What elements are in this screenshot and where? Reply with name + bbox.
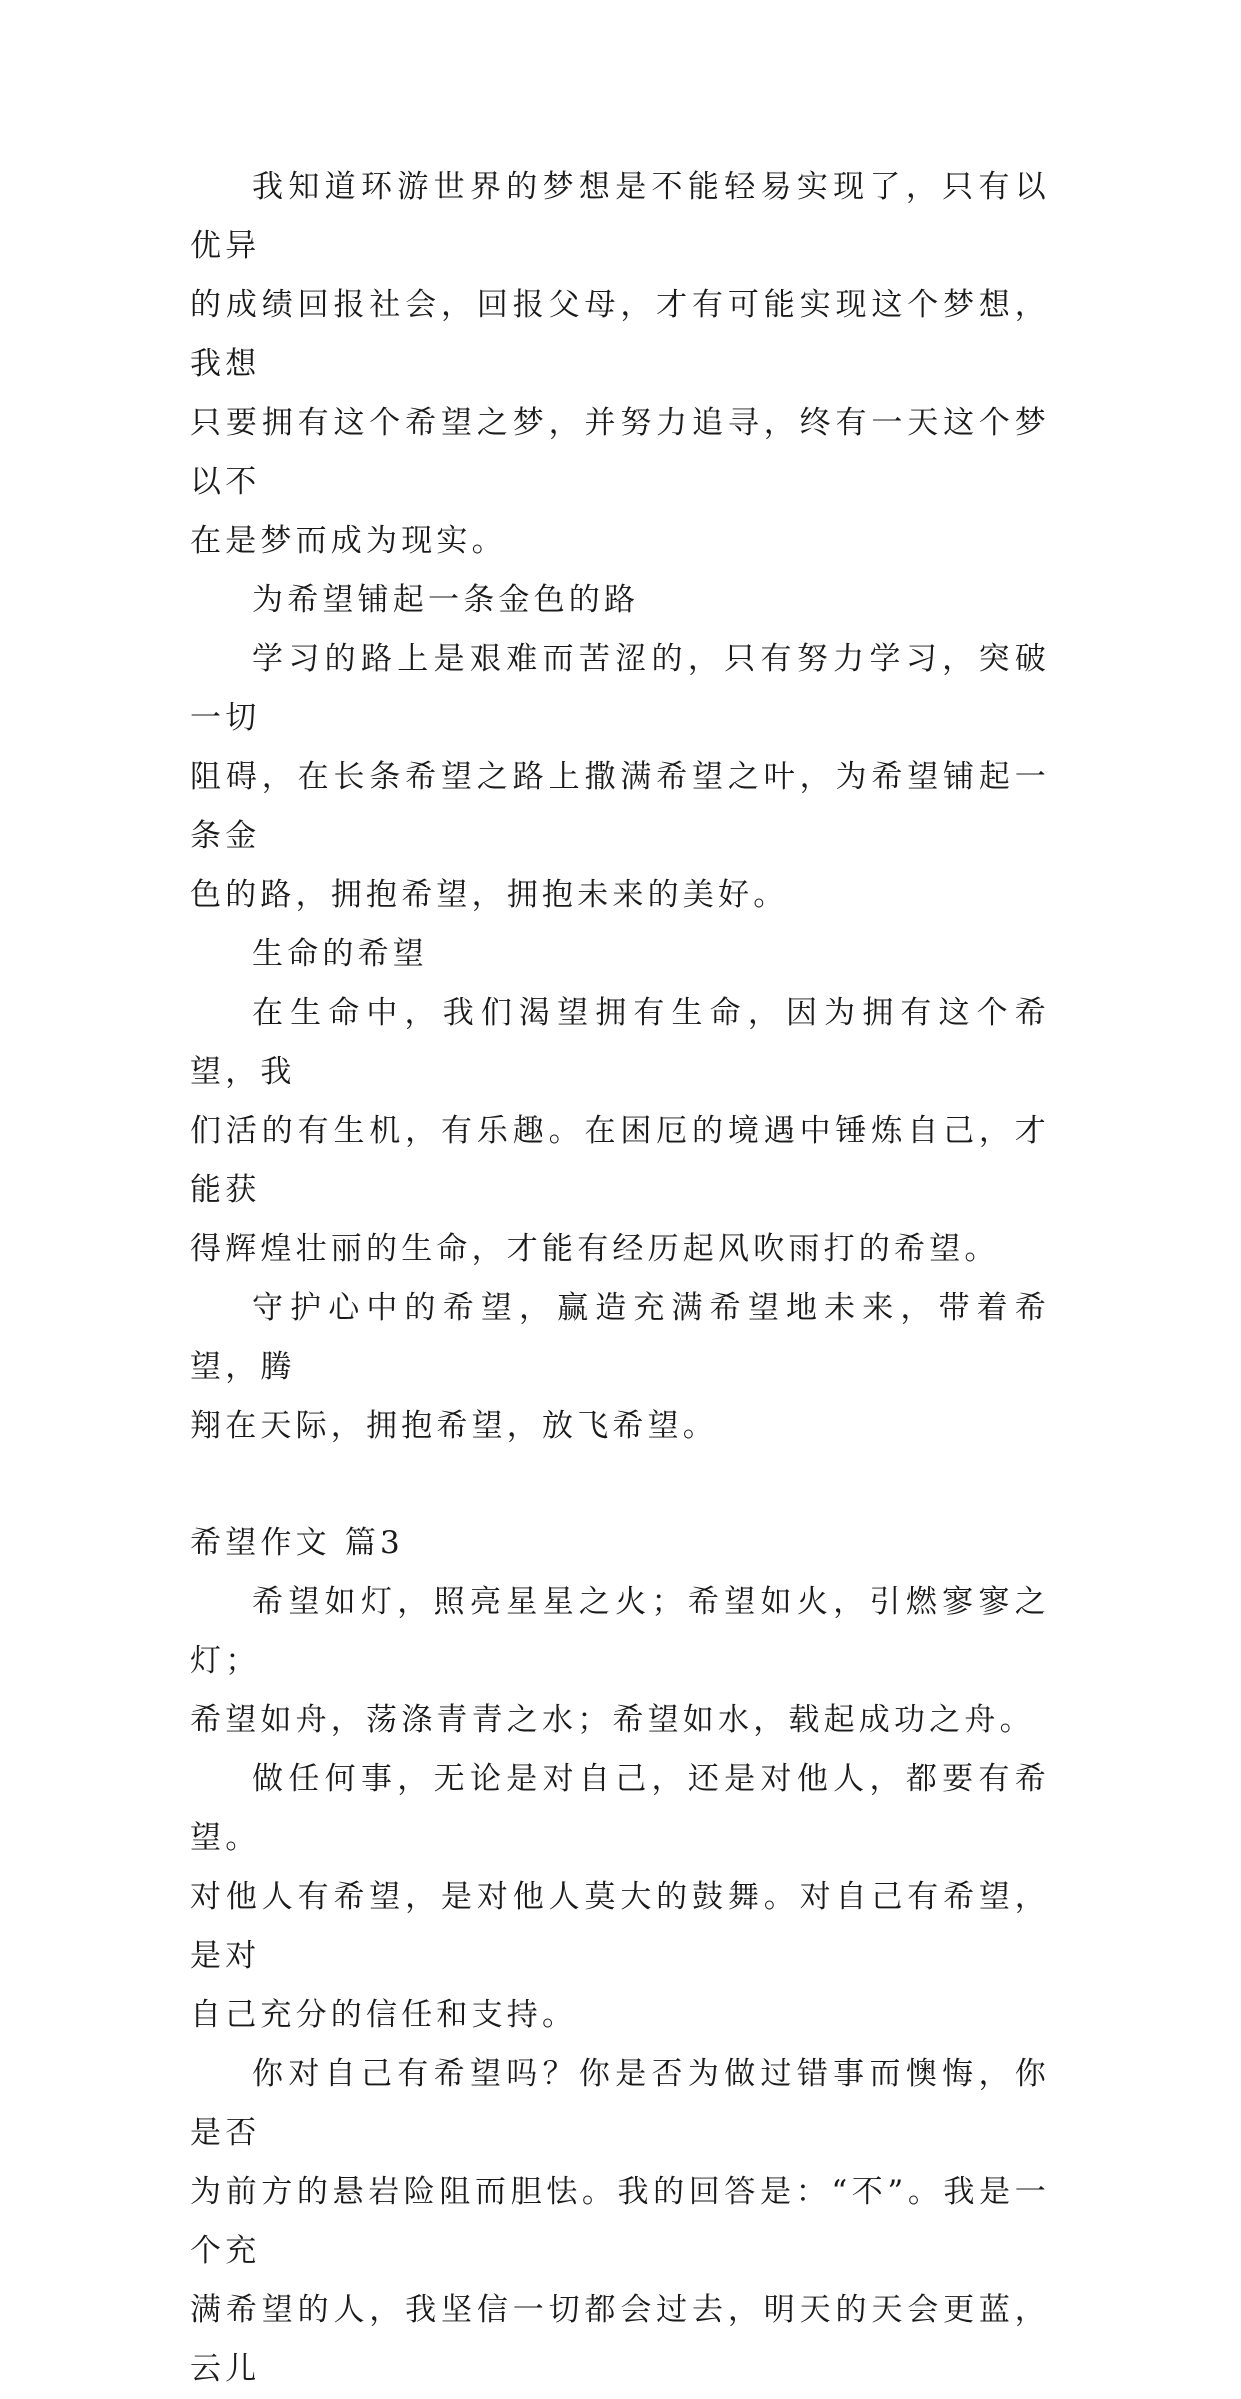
paragraph: 我知道环游世界的梦想是不能轻易实现了，只有以优异 的成绩回报社会，回报父母，才有可能实现这个梦想，我想 只要拥有这个希望之梦，并努力追寻，终有一天这个梦以不 在是梦而成为现实。 xyxy=(190,169,1050,559)
paragraph: 希望如灯，照亮星星之火；希望如火，引燃寥寥之灯； 希望如舟，荡涤青青之水；希望如水，载起成功之舟。 xyxy=(190,1584,1050,1738)
paragraph: 学习的路上是艰难而苦涩的，只有努力学习，突破一切 阻碍，在长条希望之路上撒满希望之叶，为希望铺起一条金 色的路，拥抱希望，拥抱未来的美好。 xyxy=(190,641,1050,913)
article-title: 希望作文 篇3 xyxy=(190,1525,404,1561)
paragraph: 你对自己有希望吗？你是否为做过错事而懊悔，你是否 为前方的悬岩险阻而胆怯。我的回答是：“不”。我是一个充 满希望的人，我坚信一切都会过去，明天的天会更蓝，云儿 xyxy=(190,2056,1050,2387)
document-body xyxy=(190,158,1050,2399)
paragraph: 做任何事，无论是对自己，还是对他人，都要有希望。 对他人有希望，是对他人莫大的鼓舞。对自己有希望，是对 自己充分的信任和支持。 xyxy=(190,1761,1050,2033)
paragraph: 守护心中的希望，赢造充满希望地未来，带着希望，腾 翔在天际，拥抱希望，放飞希望。 xyxy=(190,1290,1050,1444)
paragraph: 在生命中，我们渴望拥有生命，因为拥有这个希望，我 们活的有生机，有乐趣。在困厄的境遇中锤炼自己，才能获 得辉煌壮丽的生命，才能有经历起风吹雨打的希望。 xyxy=(190,995,1050,1267)
section-heading: 生命的希望 xyxy=(252,936,428,972)
section-heading: 为希望铺起一条金色的路 xyxy=(252,582,640,618)
